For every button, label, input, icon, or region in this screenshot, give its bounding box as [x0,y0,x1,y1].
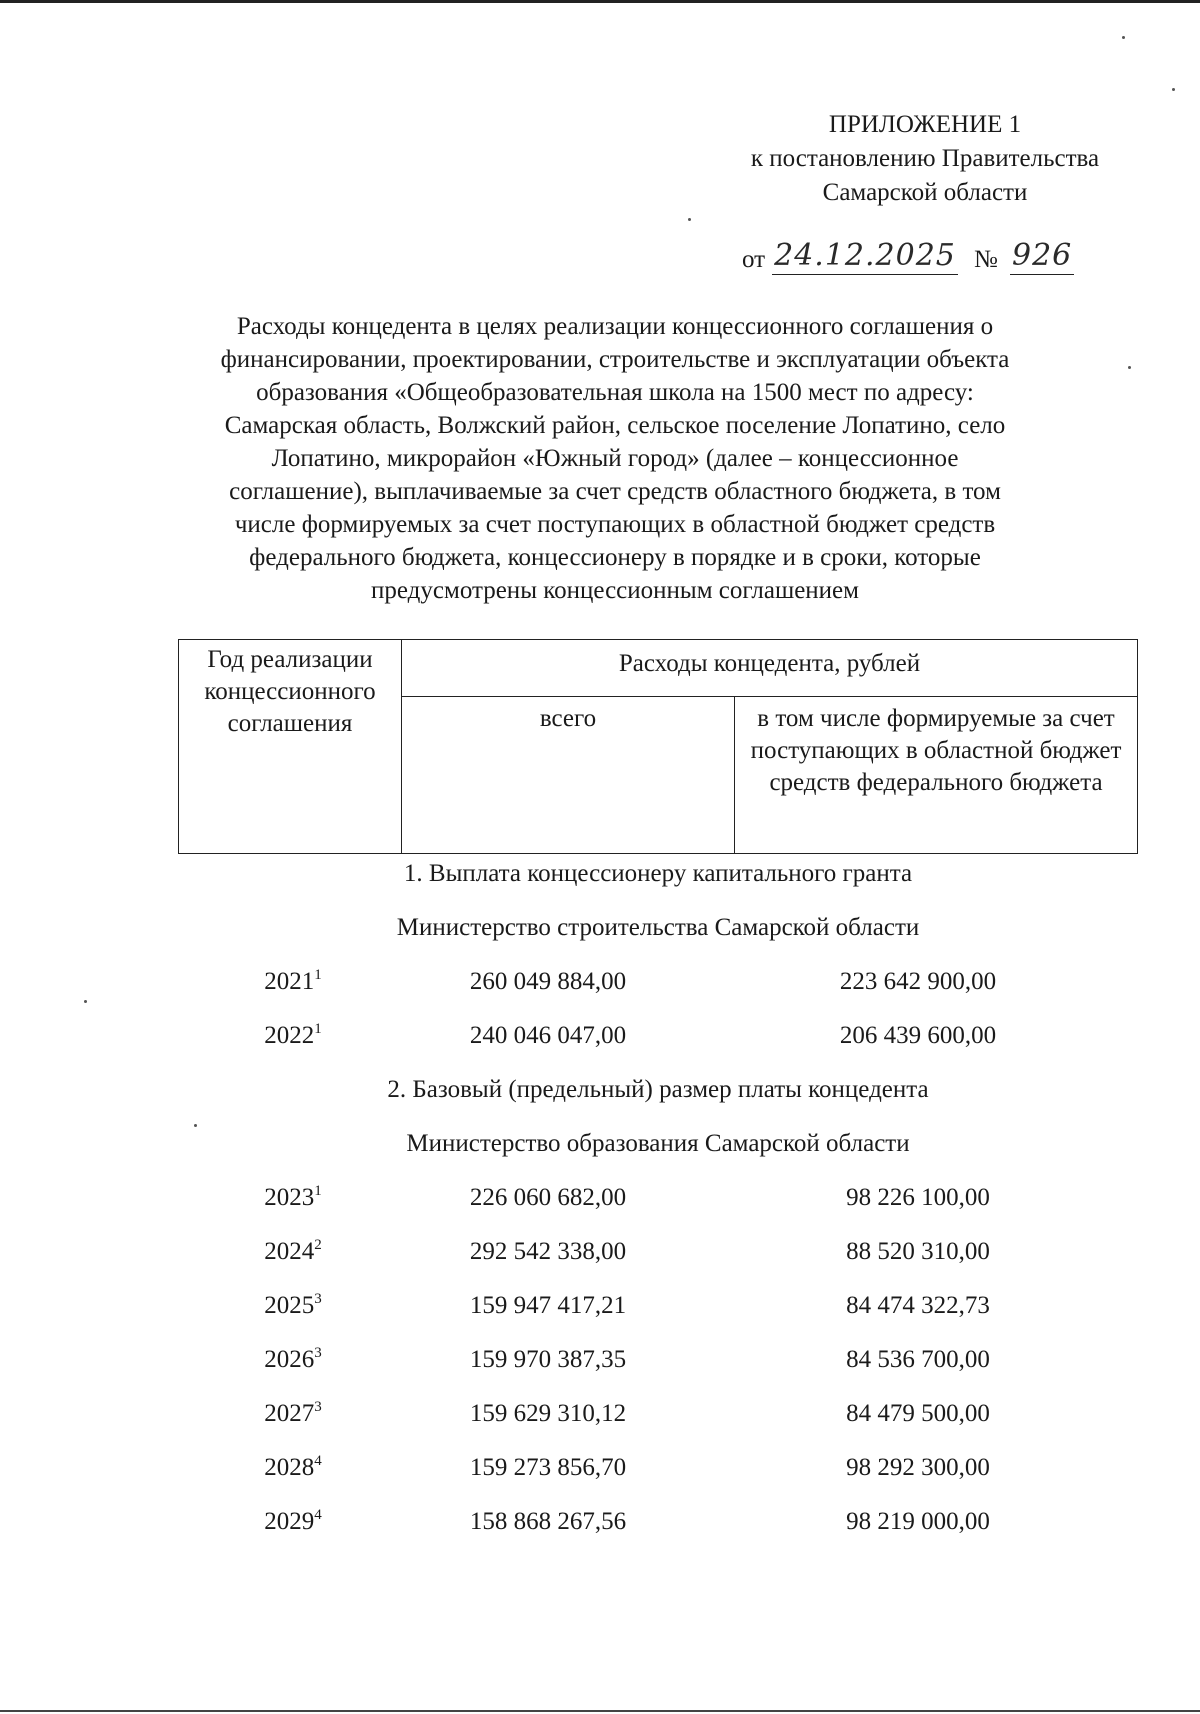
row-federal: 98 292 300,00 [846,1454,990,1481]
footnote-mark: 3 [314,1345,322,1361]
row-year: 2026$^3$ [264,1345,322,1373]
row-total: 159 970 387,35 [469,1346,627,1373]
appendix-header [700,108,1150,210]
row-federal: 88 520 310,00 [846,1238,990,1265]
appendix-title: ПРИЛОЖЕНИЕ 1 [828,111,1022,138]
row-year: 2029$^4$ [264,1507,322,1535]
table-row [178,1346,1138,1382]
row-federal: 84 474 322,73 [846,1292,990,1319]
table-row [178,1238,1138,1274]
footnote-mark: 3 [314,1399,322,1415]
header-total-cell: всего [402,697,735,854]
title-line: федерального бюджета, концессионеру в порядке и в сроки, которые [249,544,981,571]
scan-edge-top [0,0,1200,3]
date-prefix: от [742,246,766,273]
handwritten-date: 24.12.2025 [774,238,956,273]
title-line: предусмотрены концессионным соглашением [371,577,859,604]
row-total: 159 273 856,70 [469,1454,627,1481]
footnote-mark: 3 [314,1291,322,1307]
table-row [178,1184,1138,1220]
scan-speck [688,218,691,221]
footnote-mark: 4 [314,1453,322,1469]
footnote-mark: 1 [314,967,322,983]
row-year: 2027$^3$ [264,1399,322,1427]
row-federal: 98 226 100,00 [846,1184,990,1211]
row-year: 2022$^1$ [264,1021,322,1049]
scan-speck [194,1124,197,1127]
date-underline [772,274,958,275]
row-total: 226 060 682,00 [469,1184,627,1211]
scan-edge-bottom [0,1710,1200,1712]
header-federal-cell: в том числе формируемые за счет поступающих в областной бюджет средств федерального бюджета [735,697,1138,854]
title-line: соглашение), выплачиваемые за счет средств областного бюджета, в том [229,478,1001,505]
row-federal: 206 439 600,00 [839,1022,997,1049]
title-line: Самарская область, Волжский район, сельское поселение Лопатино, село [224,412,1006,439]
table-row [178,968,1138,1004]
row-year: 2023$^1$ [264,1183,322,1211]
table-row [178,1454,1138,1490]
title-line: финансировании, проектировании, строительстве и эксплуатации объекта [220,346,1010,373]
number-sign: № [974,246,998,273]
handwritten-number: 926 [1012,238,1073,273]
scan-speck [84,1000,87,1003]
appendix-subtitle: к постановлению Правительства [750,145,1100,172]
title-line: образования «Общеобразовательная школа на 1500 мест по адресу: [256,379,974,406]
row-total: 240 046 047,00 [469,1022,627,1049]
footnote-mark: 4 [314,1507,322,1523]
row-year: 2024$^2$ [264,1237,322,1265]
row-total: 158 868 267,56 [469,1508,627,1535]
table-row [178,1400,1138,1436]
scan-speck [1128,366,1131,369]
table-row [178,1292,1138,1328]
row-total: 292 542 338,00 [469,1238,627,1265]
footnote-mark: 2 [314,1237,322,1253]
title-line: числе формируемых за счет поступающих в областной бюджет средств [234,511,996,538]
table-row [178,1508,1138,1544]
header-expenses-cell: Расходы концедента, рублей [402,640,1138,697]
row-federal: 84 536 700,00 [846,1346,990,1373]
number-underline [1010,274,1074,275]
row-federal: 84 479 500,00 [846,1400,990,1427]
section-1-ministry: Министерство строительства Самарской области [396,914,920,941]
section-2-ministry: Министерство образования Самарской области [406,1130,910,1157]
row-total: 260 049 884,00 [469,968,627,995]
row-federal: 223 642 900,00 [839,968,997,995]
scan-speck [1122,36,1125,39]
row-total: 159 629 310,12 [469,1400,627,1427]
row-year: 2028$^4$ [264,1453,322,1481]
section-1-title: 1. Выплата концессионеру капитального гранта [403,860,913,887]
scan-speck [1172,88,1175,91]
expenses-table-header [178,639,1138,854]
footnote-mark: 1 [314,1183,322,1199]
row-year: 2025$^3$ [264,1291,322,1319]
row-federal: 98 219 000,00 [846,1508,990,1535]
appendix-region: Самарской области [822,179,1028,206]
section-2-title: 2. Базовый (предельный) размер платы концедента [387,1076,929,1103]
title-line: Лопатино, микрорайон «Южный город» (далее – концессионное [271,445,959,472]
title-line: Расходы концедента в целях реализации концессионного соглашения о [236,313,994,340]
footnote-mark: 1 [314,1021,322,1037]
row-year: 2021$^1$ [264,967,322,995]
document-title [195,310,1035,607]
table-row [178,1022,1138,1058]
row-total: 159 947 417,21 [469,1292,627,1319]
header-year-cell: Год реализации концессионного соглашения [179,640,402,854]
resolution-date-line [742,236,1142,276]
